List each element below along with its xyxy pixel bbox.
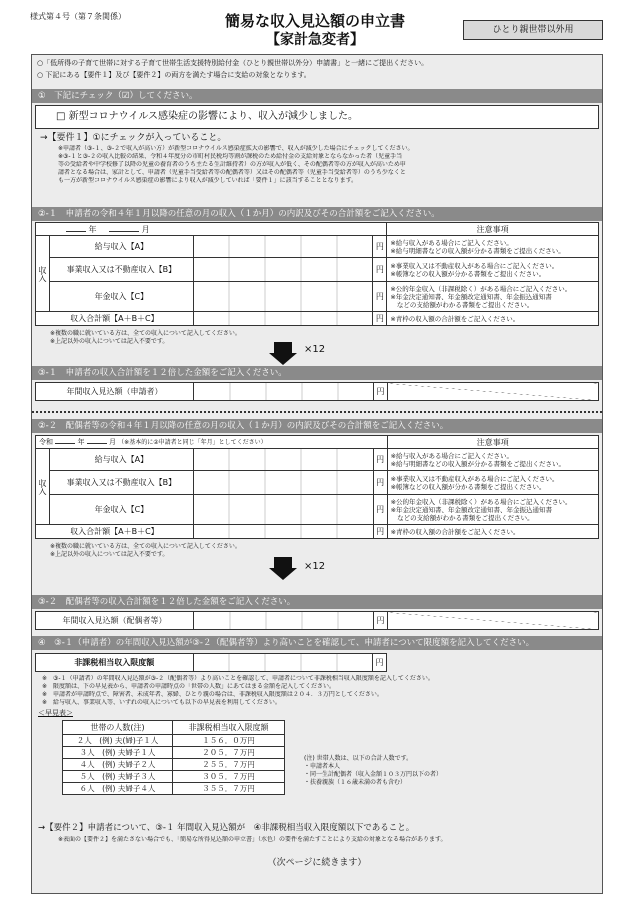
section2-2-title: ②-２ 配偶者等の令和４年１月以降の任意の月の収入（１か月）の内訳及びその合計額をご記入ください。 — [32, 419, 602, 433]
business-income-label: 事業収入又は不動産収入【B】 — [49, 258, 193, 282]
note-line: などの支給額がわかる書類をご提出ください。 — [390, 300, 534, 309]
era-label: 令和 — [39, 438, 53, 446]
yen-unit: 円 — [373, 258, 387, 282]
note-line: ※事業収入又は不動産収入がある場合にご記入ください。 — [390, 474, 559, 483]
annual-income-spouse-label: 年間収入見込額（配偶者等） — [36, 612, 194, 630]
sec4-note: ※ 申請者が申請時点で、障害者、未成年者、寡婦、ひとり親の場合は、非課税収入限度額は２０４．３万円としてください。 — [42, 691, 383, 698]
section4-title: ④ ③-１（申請者）の年間収入見込額が③-２（配偶者等）より高いことを確認して、申請者について限度額を記入してください。 — [32, 636, 602, 650]
form-frame — [31, 54, 603, 894]
salary-income-input[interactable] — [193, 449, 373, 471]
foot-note: ※複数の職に就いている方は、全ての収入について記入してください。 — [50, 543, 241, 550]
sec4-note: ※ 限度額は、下の早見表から、申請者の申請時点の「世帯の人数」にあてはまる金額を記入してください。 — [42, 683, 336, 690]
section4-row — [35, 653, 599, 672]
tax-exempt-limit-input[interactable] — [193, 654, 372, 672]
section1-title: ① 下記にチェック（☑）してください。 — [32, 89, 602, 103]
page-subtitle: 【家計急変者】 — [266, 32, 364, 48]
pension-income-label: 年金収入【C】 — [49, 282, 193, 312]
total-income-note: ※青枠の収入額の合計額をご記入ください。 — [387, 525, 598, 539]
hh-note: ・扶養親族（１６歳未満の者も含む） — [304, 779, 407, 786]
salary-income-note — [387, 236, 599, 258]
section3-2-title: ③-２ 配偶者等の収入合計額を１２倍した金額をご記入ください。 — [32, 595, 602, 609]
salary-income-input[interactable] — [193, 236, 373, 258]
total-income-input[interactable] — [193, 525, 373, 539]
month-note: （※基本的に②申請者と同じ「年月」としてください） — [118, 439, 267, 446]
note-line: ※公的年金収入（非課税除く）がある場合にご記入ください。 — [390, 497, 572, 506]
hh-note: ・同一生計配偶者（収入金額１０３万円以下の者） — [304, 771, 443, 778]
pension-income-note — [387, 495, 598, 525]
pension-income-input[interactable] — [193, 495, 373, 525]
qt-cell: ５人 (例) 夫婦子３人 — [63, 771, 173, 783]
annual-income-applicant-label: 年間収入見込額（申請者） — [36, 383, 194, 401]
down-arrow-icon — [269, 568, 297, 580]
foot-note: ※複数の職に就いている方は、全ての収入について記入してください。 — [50, 330, 241, 337]
business-income-note — [387, 258, 599, 282]
yen-unit: 円 — [373, 236, 387, 258]
year-input[interactable] — [66, 231, 86, 232]
form-number: 様式第４号（第７条関係） — [30, 12, 126, 21]
req1-note: ※③-１と③-２の収入比較の結果、令和４年度分の市町村民税均等割が課税のため給付金の支給対象とならなかった者（児童手当 — [58, 153, 403, 160]
total-income-label: 収入合計額【A＋B＋C】 — [36, 525, 194, 539]
yen-unit: 円 — [373, 525, 387, 539]
note-line: ※給与収入がある場合にご記入ください。 — [390, 238, 513, 247]
yen-unit: 円 — [374, 612, 388, 630]
section3-1-title: ③-１ 申請者の収入合計額を１２倍した金額をご記入ください。 — [32, 366, 602, 380]
note-line: ※事業収入又は不動産収入がある場合にご記入ください。 — [390, 261, 559, 270]
down-arrow-icon — [269, 353, 297, 365]
hh-note: (注) 世帯人数は、以下の合計人数です。 — [304, 755, 413, 762]
yen-unit: 円 — [373, 654, 387, 672]
qt-cell: ２０５．７万円 — [173, 747, 285, 759]
req1-note: も一方が新型コロナウイルス感染症の影響により収入が減少していれば「要件１」に該当することとなります。 — [58, 177, 358, 184]
req1-note: 等の受給者や中学校修了以降の児童の養育者のうち主たる生計維持者）の方が収入が低く、その配偶者等の方が収入が高いため申 — [58, 161, 406, 168]
notes-header: 注意事項 — [387, 223, 599, 236]
notes-header: 注意事項 — [387, 436, 598, 449]
qt-cell: ４人 (例) 夫婦子２人 — [63, 759, 173, 771]
section2-2-table — [35, 435, 599, 539]
note-line: ※帳簿などの収入額が分かる書類をご提出ください。 — [390, 269, 546, 278]
yen-unit: 円 — [373, 495, 387, 525]
tax-exempt-limit-label: 非課税相当収入限度額 — [36, 654, 194, 672]
note-line: ※公的年金収入（非課税除く）がある場合にご記入ください。 — [390, 284, 572, 293]
note-line: ※給与明細書などの収入額が分かる書類をご提出ください。 — [390, 459, 566, 468]
qt-header: 世帯の人数(注) — [63, 721, 173, 735]
yen-unit: 円 — [373, 449, 387, 471]
qt-header: 非課税相当収入限度額 — [173, 721, 285, 735]
sec4-note: ※ ③-１（申請者）の年間収入見込額が③-２（配偶者等）より高いことを確認して、申請者について非課税相当収入限度額を記入してください。 — [42, 675, 434, 682]
intro-line-2: ○ 下記にある【要件１】及び【要件２】の両方を満たす場合に支給の対象となります。 — [37, 71, 311, 79]
total-income-input[interactable] — [193, 312, 373, 326]
month-label: 月 — [108, 438, 116, 446]
income-side-label: 収入 — [36, 236, 50, 312]
qt-cell: ３０５．７万円 — [173, 771, 285, 783]
salary-income-label: 給与収入【A】 — [49, 236, 193, 258]
multiply-12: ×12 — [304, 344, 326, 355]
pension-income-input[interactable] — [193, 282, 373, 312]
qt-cell: ３５５．７万円 — [173, 783, 285, 795]
yen-unit: 円 — [373, 282, 387, 312]
page-title: 簡易な収入見込額の申立書 — [224, 12, 405, 30]
business-income-input[interactable] — [193, 471, 373, 495]
pension-income-note — [387, 282, 599, 312]
note-line: ※年金決定通知書、年金額改定通知書、年金振込通知書 — [390, 505, 553, 514]
year-label: 年 — [88, 224, 97, 234]
blank-diagonal-cell — [388, 612, 599, 630]
total-income-note: ※青枠の収入額の合計額をご記入ください。 — [387, 312, 599, 326]
quick-reference-table — [62, 720, 285, 795]
business-income-note — [387, 471, 598, 495]
blank-diagonal-cell — [388, 383, 599, 401]
qt-cell: ３人 (例) 夫婦子１人 — [63, 747, 173, 759]
req1-note: 請者となる場合は、家計として、申請者（児童手当受給者等の配偶者等）又はその配偶者等（児童手当受給者等）のうち少なくと — [58, 169, 406, 176]
section2-2-foot — [50, 543, 241, 559]
requirement2-lead: →【要件２】申請者について、③-１ 年間収入見込額が ④非課税相当収入限度額以下であること。 — [38, 823, 415, 833]
quick-table-caption: ＜早見表＞ — [38, 709, 73, 717]
qt-cell: ２５５．７万円 — [173, 759, 285, 771]
section2-1-title: ②-１ 申請者の令和４年１月以降の任意の月の収入（１か月）の内訳及びその合計額をご記入ください。 — [32, 207, 602, 221]
business-income-input[interactable] — [193, 258, 373, 282]
month-input[interactable] — [109, 231, 139, 232]
section2-1-foot — [50, 330, 241, 346]
income-side-label: 収入 — [36, 449, 50, 525]
qt-cell: １５６．０万円 — [173, 735, 285, 747]
annual-income-spouse-input[interactable] — [194, 612, 374, 630]
note-line: ※年金決定通知書、年金額改定通知書、年金振込通知書 — [390, 292, 552, 301]
pension-income-label: 年金収入【C】 — [49, 495, 193, 525]
salary-income-label: 給与収入【A】 — [49, 449, 193, 471]
yen-unit: 円 — [373, 312, 387, 326]
section3-1-row — [35, 382, 599, 401]
month-input[interactable] — [87, 443, 107, 444]
requirement2-note: ※表面の【要件２】を満たさない場合でも、「簡易な所得見込額の申立書」（水色）の要件を満たすことにより支給の対象となる場合があります。 — [58, 836, 447, 843]
intro-line-1: ○「低所得の子育て世帯に対する子育て世帯生活支援特別給付金（ひとり親世帯以外分）申請書」と一緒にご提出ください。 — [37, 59, 429, 67]
note-line: ※給与収入がある場合にご記入ください。 — [390, 451, 514, 460]
business-income-label: 事業収入又は不動産収入【B】 — [49, 471, 193, 495]
multiply-12: ×12 — [304, 561, 326, 572]
req1-note: ※申請者（③-１、③-２で収入が高い方）が新型コロナウイルス感染症拡大の影響で、収入が減少した場合にチェックしてください。 — [58, 145, 414, 152]
sec4-note: ※ 給与収入、事業収入等、いずれの収入についても以下の早見表を利用してください。 — [42, 699, 281, 706]
yen-unit: 円 — [373, 471, 387, 495]
annual-income-applicant-input[interactable] — [194, 383, 374, 401]
hh-note: ・申請者本人 — [304, 763, 341, 770]
note-line: ※給与明細書などの収入額が分かる書類をご提出ください。 — [390, 246, 565, 255]
section3-2-row — [35, 611, 599, 630]
dotted-divider — [32, 411, 602, 413]
qt-cell: ６人 (例) 夫婦子４人 — [63, 783, 173, 795]
salary-income-note — [387, 449, 598, 471]
covid-income-decrease-checkbox[interactable]: □ 新型コロナウイルス感染症の影響により、収入が減少しました。 — [56, 111, 359, 122]
foot-note: ※上記以外の収入については記入不要です。 — [50, 338, 169, 345]
section2-1-table — [35, 222, 599, 326]
qt-cell: ２人 (例) 夫(婦)子１人 — [63, 735, 173, 747]
year-label: 年 — [77, 438, 85, 446]
section1-checkbox-row[interactable] — [35, 105, 599, 129]
note-line: ※帳簿などの収入額が分かる書類をご提出ください。 — [390, 482, 546, 491]
household-type-badge: ひとり親世帯以外用 — [463, 20, 603, 40]
month-label: 月 — [141, 224, 150, 234]
requirement1-lead: →【要件１】①にチェックが入っていること。 — [40, 133, 227, 143]
household-count-notes — [304, 755, 584, 787]
requirement1-notes — [58, 145, 598, 185]
note-line: などの支給額がわかる書類をご提出ください。 — [390, 513, 534, 522]
foot-note: ※上記以外の収入については記入不要です。 — [50, 551, 169, 558]
total-income-label: 収入合計額【A＋B＋C】 — [36, 312, 194, 326]
section4-notes — [42, 675, 598, 707]
yen-unit: 円 — [374, 383, 388, 401]
continued-footer: （次ページに続きます） — [267, 858, 367, 868]
year-input[interactable] — [55, 443, 75, 444]
